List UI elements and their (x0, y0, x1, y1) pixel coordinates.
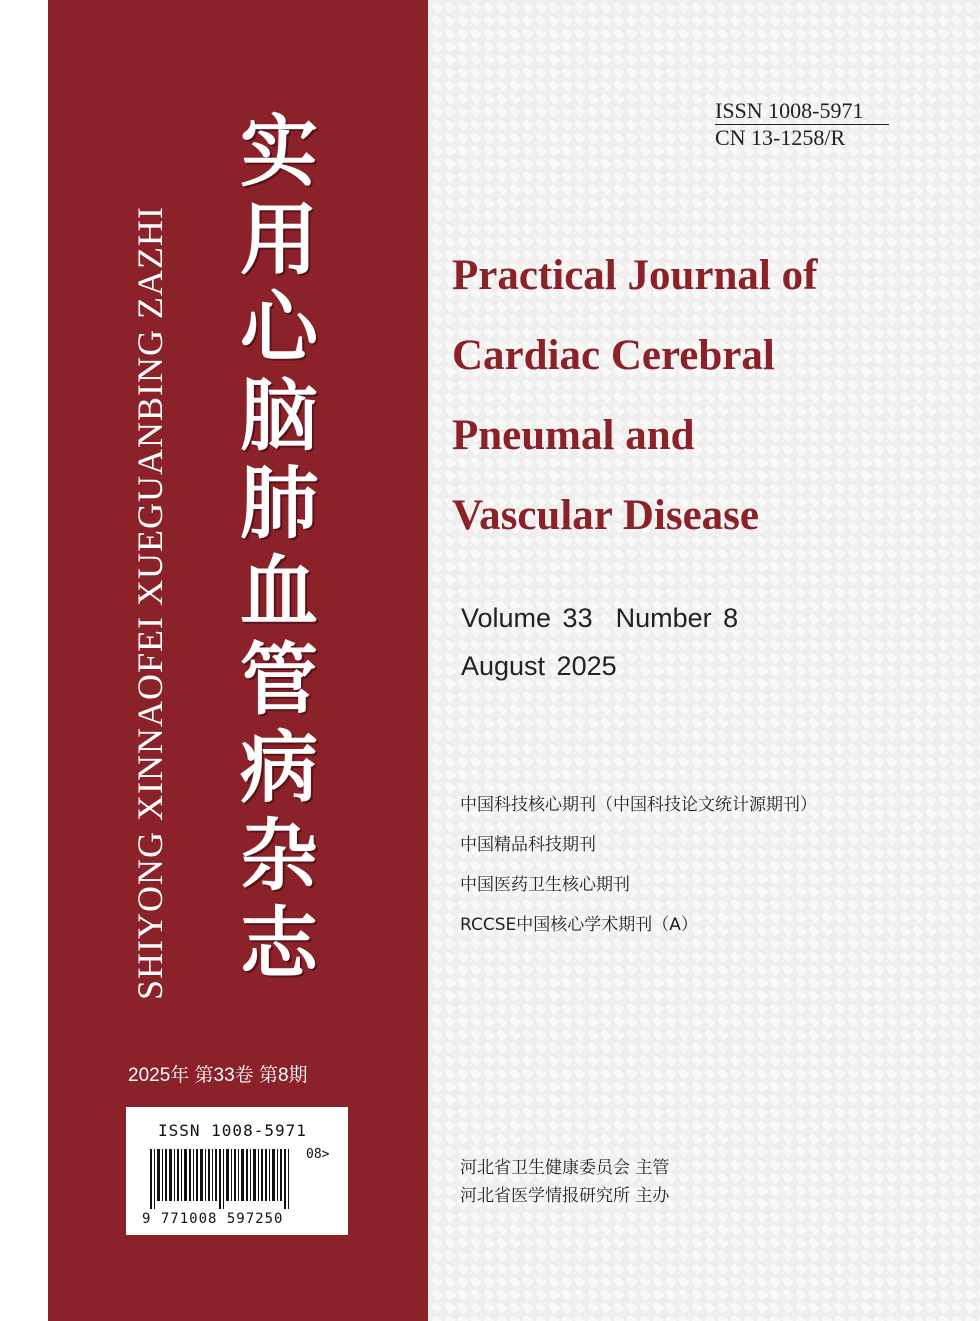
barcode-addon: 08> (306, 1147, 330, 1162)
barcode-digits: 9 771008 597250 (142, 1211, 284, 1227)
index-item: RCCSE中国核心学术期刊（A） (460, 915, 698, 935)
barcode-issn: ISSN 1008-5971 (158, 1121, 307, 1140)
volume-info (461, 594, 911, 690)
issn-block (715, 98, 895, 151)
english-title-line: Vascular Disease (452, 492, 759, 539)
barcode-box (126, 1107, 348, 1235)
barcode-icon (150, 1149, 300, 1209)
publisher-info (460, 1154, 860, 1210)
issue-date: August 2025 (461, 651, 617, 681)
index-item: 中国医药卫生核心期刊 (460, 875, 630, 895)
volume-number: Volume 33 Number 8 (461, 603, 739, 633)
english-title (452, 236, 952, 556)
publisher-line: 河北省卫生健康委员会 主管 (460, 1158, 670, 1178)
left-margin (0, 0, 48, 1321)
issn-number: ISSN 1008-5971 (715, 98, 889, 125)
english-title-line: Cardiac Cerebral (452, 332, 775, 379)
cn-number: CN 13-1258/R (715, 125, 846, 150)
publisher-line: 河北省医学情报研究所 主办 (460, 1186, 670, 1206)
index-item: 中国科技核心期刊（中国科技论文统计源期刊） (460, 795, 817, 815)
chinese-title: 实用心脑肺血管病杂志 (227, 110, 318, 990)
english-title-line: Pneumal and (452, 412, 695, 459)
pinyin-title: SHIYONG XINNAOFEI XUEGUANBING ZAZHI (130, 206, 170, 1000)
chinese-issue-line: 2025年 第33卷 第8期 (128, 1065, 308, 1086)
english-title-line: Practical Journal of (452, 252, 818, 299)
index-list (460, 785, 940, 945)
index-item: 中国精品科技期刊 (460, 835, 596, 855)
